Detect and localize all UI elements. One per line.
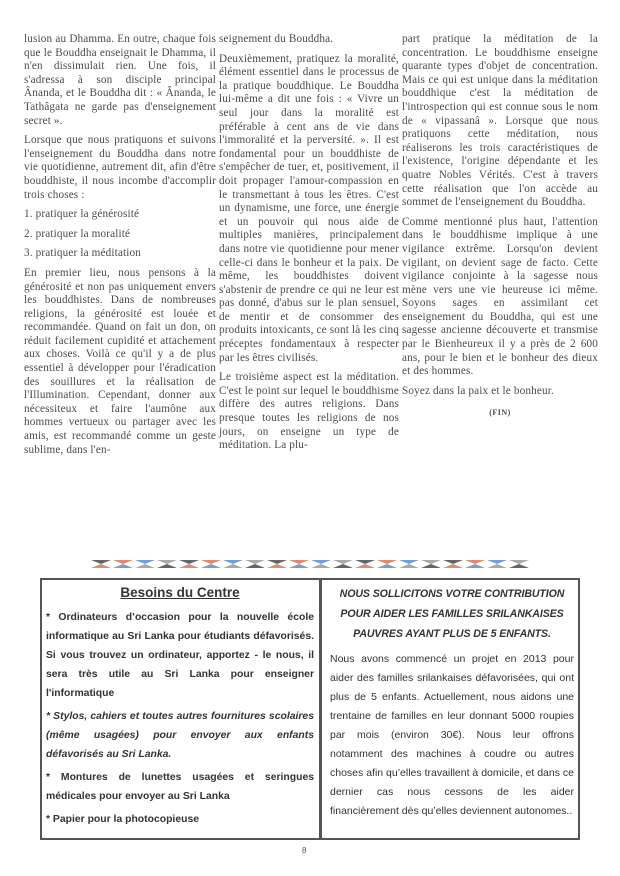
need-item-school-supplies: * Stylos, cahiers et toutes autres fournitures scolaires (même usagées) pour envoyer aux enfants défavorisés au Sri Lanka. — [46, 711, 314, 760]
info-box — [40, 578, 580, 840]
hourglass-ornament-icon — [464, 559, 486, 569]
hourglass-ornament-icon — [398, 559, 420, 569]
hourglass-ornament-icon — [134, 559, 156, 569]
decorative-divider — [90, 559, 532, 569]
hourglass-ornament-icon — [156, 559, 178, 569]
appeal-section — [330, 584, 574, 821]
article-column-1 — [24, 33, 216, 463]
paragraph: seignement du Bouddha. — [219, 33, 334, 45]
paragraph: Deuxièmement, pratiquez la moralité, élément essentiel dans le processus de la pratique bouddhique. Le Bouddha lui-même a dit une fois : « Vivre un seul jour dans la moralité est préférable à cent ans de vie dans l'immoralité et la perversité. ». Il est fondamental pour un bouddhiste de s'empêcher de tuer, et, positivement, il doit propager l'amour-compassion en le transmettant à tous les êtres. C'est un dynamisme, une force, une énergie et un pouvoir qui nous aide de multiples manières, principalement dans notre vie quotidienne pour mener celle-ci dans le bonheur et la paix. De même, les bouddhistes doivent s'abstenir de prendre ce qui ne leur est pas donné, d'abus sur le plan sensuel, de mentir et de consommer des produits intoxicants, ce sont là les cinq préceptes fondamentaux à respecter par les êtres civilisés. — [219, 52, 399, 364]
appeal-body: Nous avons commencé un projet en 2013 pour aider des familles srilankaises défavorisées, qui ont plus de 5 enfants. Actuellement, nous aidons une trentaine de familles en leur donnant 5000 roupies par mois (environ 30€). Nous leur offrons notamment des machines à coudre ou autres choses afin qu’elles travaillent à domicile, et dans ce dernier cas nous cessons de les aider financièrement dès qu’elles deviennent autonomes.. — [330, 653, 574, 817]
list-item-meditation: 3. pratiquer la méditation — [24, 247, 141, 260]
hourglass-ornament-icon — [288, 559, 310, 569]
hourglass-ornament-icon — [310, 559, 332, 569]
needs-section — [46, 584, 314, 833]
hourglass-ornament-icon — [376, 559, 398, 569]
end-mark: (FIN) — [489, 408, 511, 418]
need-item-paper: * Papier pour la photocopieuse — [46, 814, 199, 825]
hourglass-ornament-icon — [266, 559, 288, 569]
hourglass-ornament-icon — [90, 559, 112, 569]
hourglass-ornament-icon — [244, 559, 266, 569]
need-item-computers: * Ordinateurs d’occasion pour la nouvelle école informatique au Sri Lanka pour étudiants défavorisés. Si vous trouvez un ordinateur, apportez - le nous, il sera très utile au Sri Lanka pour enseigner l'informatique — [46, 612, 314, 699]
hourglass-ornament-icon — [508, 559, 530, 569]
article-column-3 — [402, 33, 598, 420]
hourglass-ornament-icon — [332, 559, 354, 569]
hourglass-ornament-icon — [354, 559, 376, 569]
appeal-title-line: POUR AIDER LES FAMILLES SRILANKAISES — [340, 608, 564, 620]
box-divider — [319, 580, 322, 838]
hourglass-ornament-icon — [178, 559, 200, 569]
paragraph: lusion au Dhamma. En outre, chaque fois que le Bouddha enseignait le Dhamma, il n'en dissimulait rien. Une fois, il s'adressa à son disciple principal Ânanda, et le Bouddha dit : « Ânanda, le Tathâgata ne garde pas d'enseignement secret ». — [24, 33, 216, 127]
needs-title: Besoins du Centre — [120, 585, 240, 600]
hourglass-ornament-icon — [112, 559, 134, 569]
hourglass-ornament-icon — [486, 559, 508, 569]
paragraph: En premier lieu, nous pensons à la générosité et non pas uniquement envers les bouddhistes. Dans de nombreuses religions, la générosité est louée et recommandée. Quand on fait un don, on réduit facilement cupidité et attachement aux choses. Voilà ce qu'il y a de plus essentiel à développer pour l'éradication des souillures et la réalisation de l'Illumination. Cependant, donner aux nécessiteux et faire l'aumône aux hommes vertueux ou partager avec les amis, est recommandé comme un geste sublime, dans l'en- — [24, 266, 216, 456]
appeal-title-line: NOUS SOLLICITONS VOTRE CONTRIBUTION — [339, 588, 565, 600]
need-item-glasses-syringes: * Montures de lunettes usagées et seringues médicales pour envoyer au Sri Lanka — [46, 772, 314, 802]
list-item-generosity: 1. pratiquer la générosité — [24, 208, 140, 221]
list-item-morality: 2. pratiquer la moralité — [24, 227, 131, 240]
appeal-title-line: PAUVRES AYANT PLUS DE 5 ENFANTS. — [353, 628, 551, 640]
hourglass-ornament-icon — [442, 559, 464, 569]
paragraph: Le troisième aspect est la méditation. C'est le point sur lequel le bouddhisme diffère des autres religions. Dans presque toutes les religions de nos jours, on enseigne un type de méditation. La plu- — [219, 371, 399, 452]
paragraph: Comme mentionné plus haut, l'attention dans le bouddhisme implique à une vigilance extrême. Lorsqu'on devient vigilant, on devient sage de facto. Cette vigilance conjointe à la sagesse nous mène vers une vie heureuse ici même. Soyons sages en assimilant cet enseignement du Bouddha, qui est une sagesse ancienne découverte et transmise par le Bienheureux il y a près de 2 600 ans, pour le bien et le bonheur des dieux et des hommes. — [402, 215, 598, 378]
article-column-2 — [219, 33, 399, 459]
page-number: 8 — [302, 846, 307, 855]
paragraph: Lorsque que nous pratiquons et suivons l'enseignement du Bouddha dans notre vie quotidienne, autrement dit, afin d'être bouddhiste, il nous incombe d'accomplir trois choses : — [24, 134, 216, 201]
hourglass-ornament-icon — [200, 559, 222, 569]
paragraph: Soyez dans la paix et le bonheur. — [402, 384, 554, 397]
hourglass-ornament-icon — [420, 559, 442, 569]
paragraph: part pratique la méditation de la concentration. Le bouddhisme enseigne quarante types d'objet de concentration. Mais ce qui est unique dans la méditation bouddhique c'est la méditation de l'introspection qui est connue sous le nom de « vipassanâ ». Lorsque que nous pratiquons cette méditation, nous réaliserons les trois caractéristiques de l'existence, l'origine dépendante et les quatre Nobles Vérités. C'est à travers cette réalisation que l'on accède au sommet de l'enseignement du Bouddha. — [402, 33, 598, 209]
hourglass-ornament-icon — [222, 559, 244, 569]
